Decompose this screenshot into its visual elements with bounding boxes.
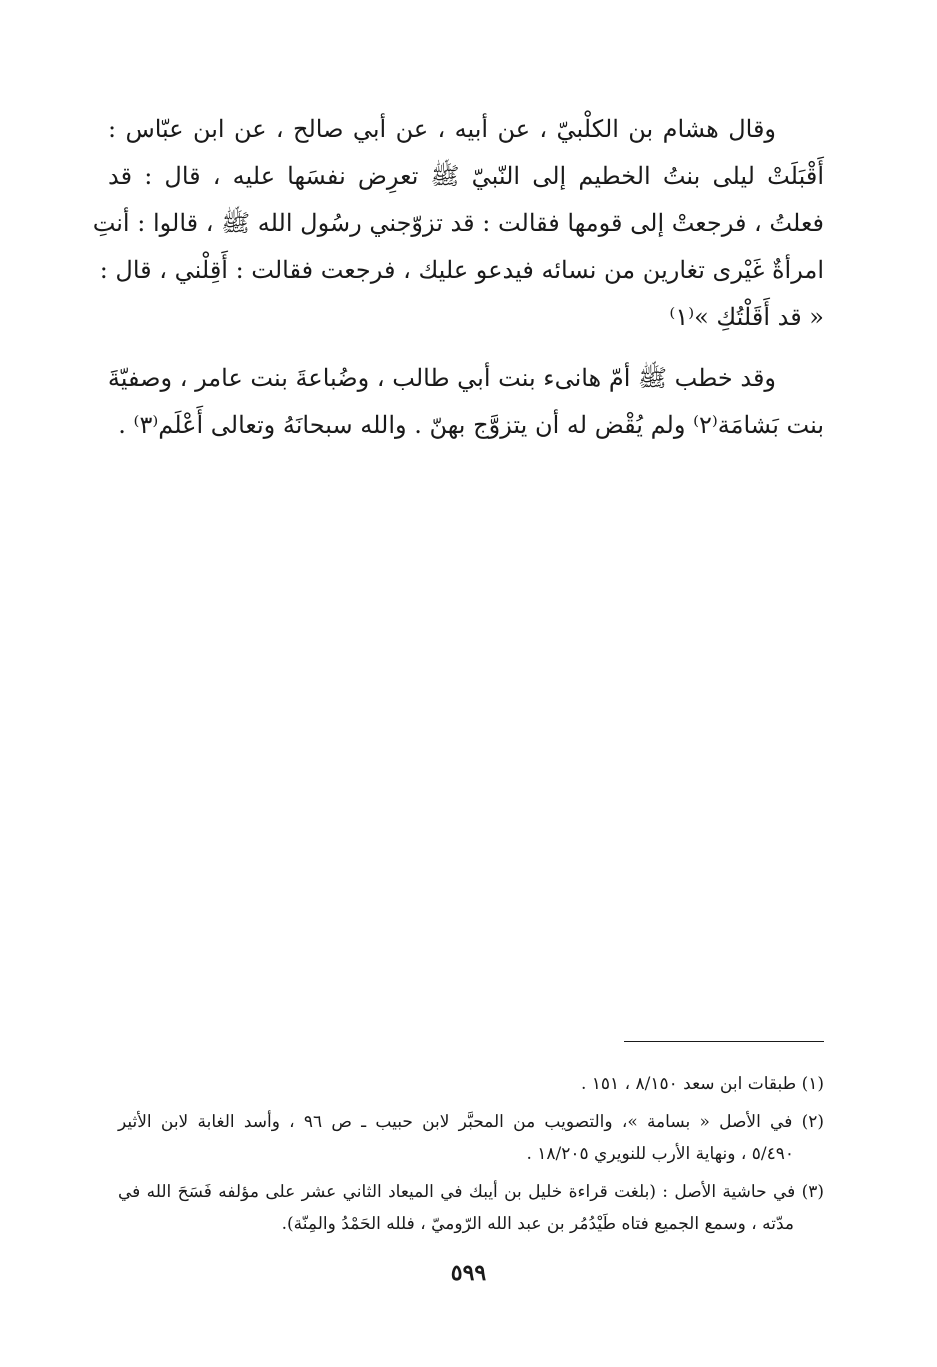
text-line: بنت بَشامَة⁽٢⁾ ولم يُقْض له أن يتزوَّج بهنّ . والله سبحانَهُ وتعالى أَعْلَم⁽٣⁾ . — [118, 411, 824, 439]
footnotes — [118, 1068, 824, 1246]
footnote-separator — [624, 1041, 824, 1042]
footnote-3 — [118, 1176, 824, 1240]
text-line: فعلتُ ، فرجعتْ إلى قومها فقالت : قد تزوّجني رسُول الله ﷺ ، قالوا : أنتِ — [92, 209, 824, 237]
text-line: امرأةٌ غَيْرى تغارين من نسائه فيدعو عليك ، فرجعت فقالت : أَقِلْني ، قال : — [99, 256, 824, 284]
text-line: وقد خطب ﷺ أمّ هانىء بنت أبي طالب ، وضُباعةَ بنت عامر ، وصفيّةَ — [107, 364, 776, 392]
footnote-line: (١) طبقات ابن سعد ٨/١٥٠ ، ١٥١ . — [580, 1074, 824, 1094]
paragraph-2 — [108, 355, 824, 449]
footnote-line: (٣) في حاشية الأصل : (بلغت قراءة خليل بن أيبك في الميعاد الثاني عشر على مؤلفه فَسَحَ الله في — [118, 1182, 824, 1202]
footnote-2 — [118, 1106, 824, 1170]
footnote-line: ٥/٤٩٠ ، ونهاية الأرب للنويري ١٨/٢٠٥ . — [526, 1144, 794, 1164]
page-number: ٥٩٩ — [450, 1260, 487, 1286]
text-line: أَقْبَلَتْ ليلى بنتُ الخطيم إلى النّبيّ ﷺ تعرِض نفسَها عليه ، قال : قد — [108, 162, 824, 190]
footnote-line: (٢) في الأصل « بسامة »، والتصويب من المحبَّر لابن حبيب ـ ص ٩٦ ، وأسد الغابة لابن الأثير — [118, 1112, 825, 1132]
text-line: « قد أَقَلْتُكِ »⁽١⁾ — [669, 303, 824, 331]
main-text — [92, 106, 824, 449]
footnote-line: مدّته ، وسمع الجميع فتاه طَيْدُمُر بن عبد الله الرّوميّ ، فلله الحَمْدُ والمِنّة). — [281, 1214, 794, 1234]
paragraph-1 — [92, 106, 824, 341]
footnote-1 — [118, 1068, 824, 1100]
text-line: وقال هشام بن الكلْبيّ ، عن أبيه ، عن أبي صالح ، عن ابن عبّاس : — [108, 115, 777, 143]
